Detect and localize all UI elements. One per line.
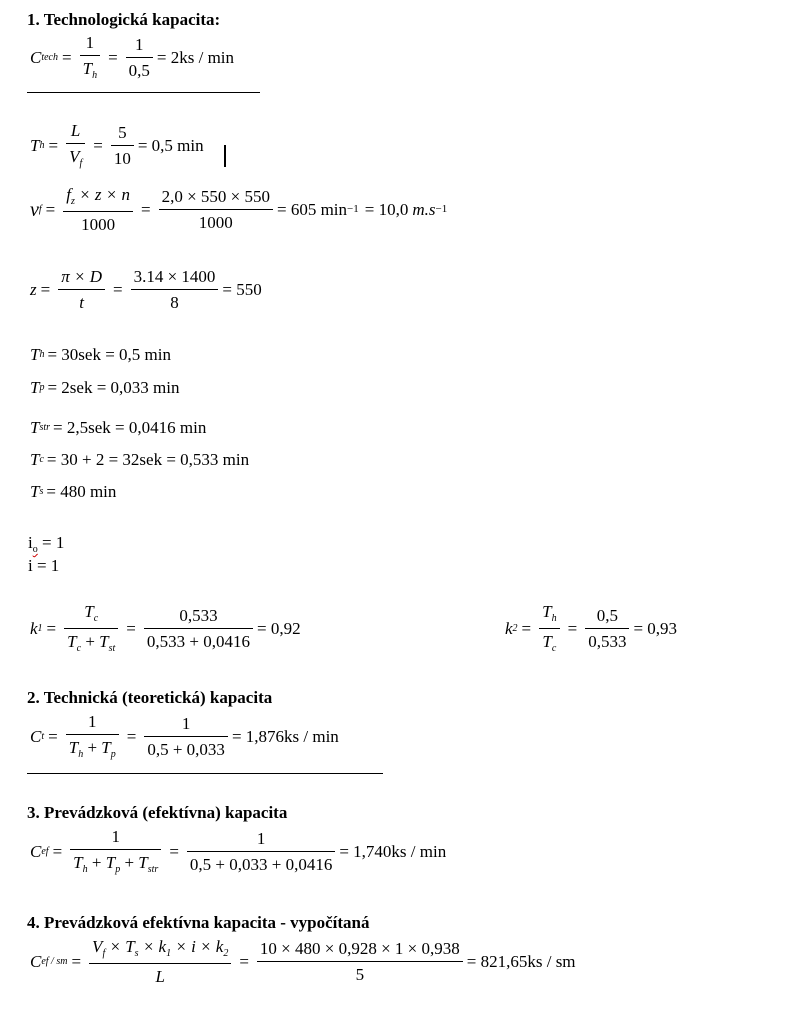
c-subscript: tech [41, 51, 58, 63]
result: = 0,5 min [137, 136, 204, 155]
k1-equation: k 1 = $T_c$ $T_c + T_{st}$ = 0,533 0,533 + 0,0416 = 0,92 [30, 602, 301, 654]
fraction: $f_z \times z \times n$ 1000 [63, 186, 133, 233]
fraction: 0,533 0,533 + 0,0416 [144, 607, 253, 650]
fraction: $T_h$ $T_c$ [539, 603, 559, 654]
section-2-heading: 2. Technická (teoretická) kapacita [27, 688, 273, 707]
fraction: 10 × 480 × 0,928 × 1 × 0,938 5 [257, 940, 463, 983]
fraction: 1 $T_h + T_p + T_{str}$ [70, 828, 161, 875]
th-equation: T h = L $V_f$ = 5 10 = 0,5 min [30, 121, 204, 169]
i-line: i = 1 [28, 556, 60, 575]
fraction: 1 $T_h$ [80, 34, 100, 81]
time-line: T p = 2sek = 0,033 min [30, 378, 180, 397]
fraction: 3.14 × 1400 8 [131, 268, 219, 311]
fraction: L $V_f$ [66, 122, 85, 169]
time-line: T h = 30sek = 0,5 min [30, 345, 172, 364]
fraction: 5 10 [111, 124, 134, 167]
fraction: 1 0,5 [126, 36, 153, 79]
i-zero-line: $i_o = 1$ [28, 533, 65, 555]
fraction: π × D t [58, 268, 105, 311]
k2-equation: k 2 = $T_h$ $T_c$ = 0,5 0,533 = 0,93 [505, 602, 678, 654]
c-symbol: C [30, 48, 42, 67]
fraction: 1 $T_h + T_p$ [66, 713, 119, 760]
vf-equation: v f = $f_z \times z \times n$ 1000 = 2,0 × 550 × 550 1000 = 605 min −1 = 10,0 m.s −1 [30, 185, 448, 234]
fraction: $V_f \times T_s \times k_1 \times i \times k_2$ L [89, 938, 231, 985]
section-3-heading: 3. Prevádzková (efektívna) kapacita [27, 803, 288, 822]
operational-capacity-equation: C ef = 1 $T_h + T_p + T_{str}$ = 1 0,5 + 0,033 + 0,0416 = 1,740ks / min [30, 827, 447, 875]
fraction: $T_c$ $T_c + T_{st}$ [64, 603, 118, 654]
fraction: 2,0 × 550 × 550 1000 [159, 188, 273, 231]
result: = 2ks / min [156, 48, 235, 67]
time-line: T c = 30 + 2 = 32sek = 0,533 min [30, 450, 250, 469]
fraction: 1 0,5 + 0,033 [144, 715, 228, 758]
underline-rule [27, 773, 383, 774]
technical-capacity-equation: C t = 1 $T_h + T_p$ = 1 0,5 + 0,033 = 1,876ks / min [30, 712, 339, 760]
tech-capacity-equation: C tech = 1 $T_h$ = 1 0,5 = 2ks / min [30, 33, 235, 81]
section-4-heading: 4. Prevádzková efektívna kapacita - vypočítaná [27, 913, 370, 932]
time-line: T s = 480 min [30, 482, 117, 501]
z-equation: z = π × D t = 3.14 × 1400 8 = 550 [30, 267, 262, 312]
text-cursor [224, 145, 226, 167]
section-1-heading: 1. Technologická kapacita: [27, 10, 221, 29]
calculated-capacity-equation: C ef / sm = $V_f \times T_s \times k_1 \times i \times k_2$ L = 10 × 480 × 0,928 × 1 × 0,938 5 = 821,65ks / sm [30, 937, 576, 986]
time-line: T str = 2,5sek = 0,0416 min [30, 418, 207, 437]
underline-rule [27, 92, 260, 93]
fraction: 0,5 0,533 [585, 607, 629, 650]
fraction: 1 0,5 + 0,033 + 0,0416 [187, 830, 335, 873]
